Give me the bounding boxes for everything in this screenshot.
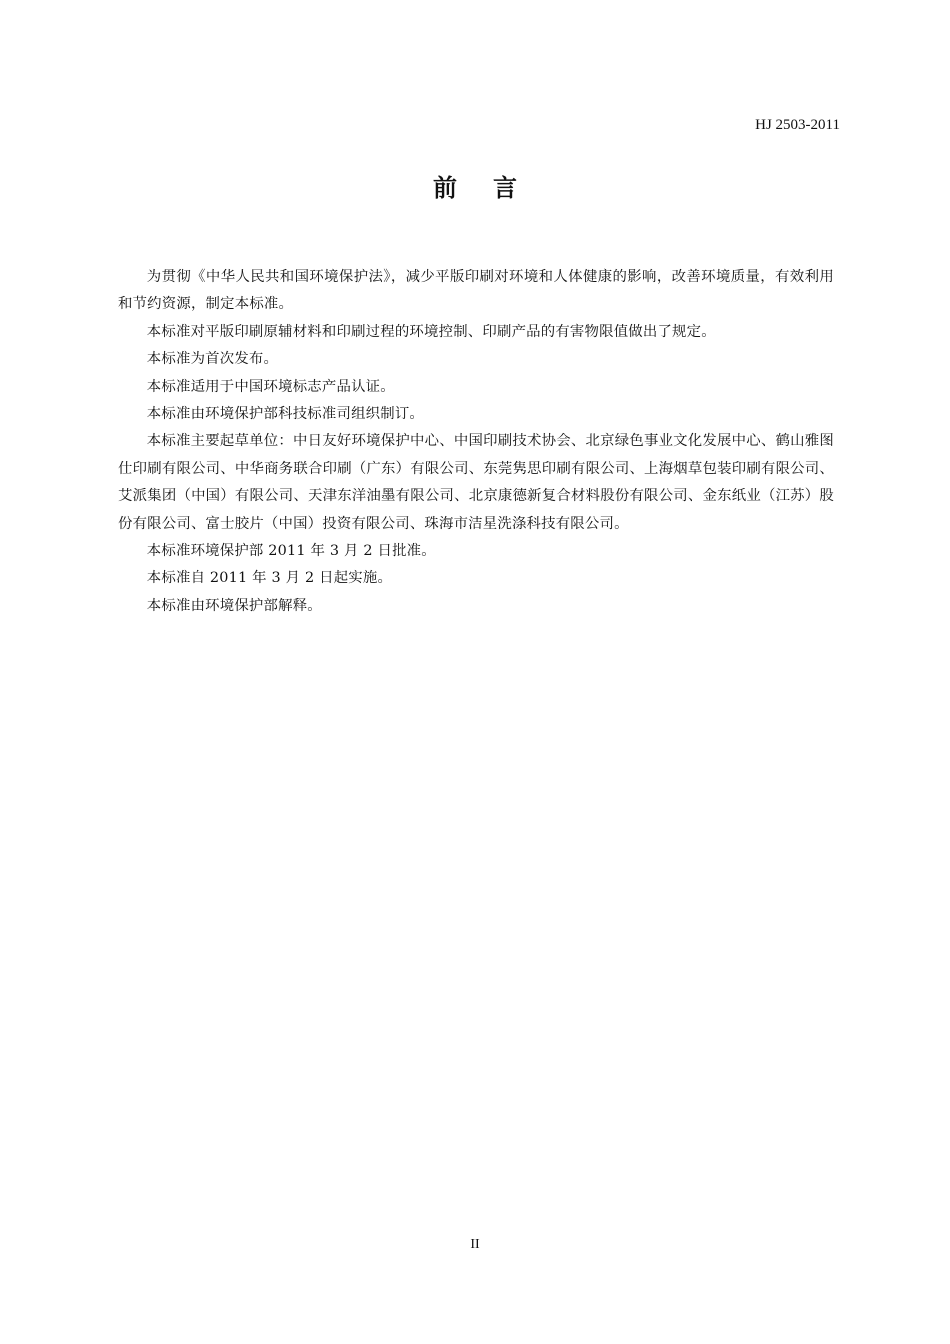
paragraph-application: 本标准适用于中国环境标志产品认证。 <box>146 378 395 395</box>
paragraph-first-release: 本标准为首次发布。 <box>146 351 279 368</box>
paragraph-drafting-units: 本标准主要起草单位：中日友好环境保护中心、中国印刷技术协会、北京绿色事业文化发展中心、鹤山雅图仕印刷有限公司、中华商务联合印刷（广东）有限公司、东莞隽思印刷有限公司、上海烟草包装印刷有限公司、艾派集团（中国）有限公司、天津东洋油墨有限公司、北京康德新复合材料股份有限公司、金东纸业（江苏）股份有限公司、富士胶片（中国）投资有限公司、珠海市洁星洗涤科技有限公司。 <box>118 433 834 532</box>
section-title: 前言 <box>433 174 553 202</box>
page-number: II <box>470 1237 480 1252</box>
standard-number: HJ 2503-2011 <box>755 117 840 133</box>
paragraph-purpose: 为贯彻《中华人民共和国环境保护法》，减少平版印刷对环境和人体健康的影响，改善环境质量，有效利用和节约资源，制定本标准。 <box>118 269 834 313</box>
paragraph-organizer: 本标准由环境保护部科技标准司组织制订。 <box>146 406 425 423</box>
foreword-body <box>118 264 834 620</box>
paragraph-interpretation: 本标准由环境保护部解释。 <box>146 597 322 614</box>
paragraph-approval: 本标准环境保护部 2011 年 3 月 2 日批准。 <box>146 543 436 560</box>
paragraph-effective-date: 本标准自 2011 年 3 月 2 日起实施。 <box>146 570 393 587</box>
paragraph-scope: 本标准对平版印刷原辅材料和印刷过程的环境控制、印刷产品的有害物限值做出了规定。 <box>146 323 716 340</box>
